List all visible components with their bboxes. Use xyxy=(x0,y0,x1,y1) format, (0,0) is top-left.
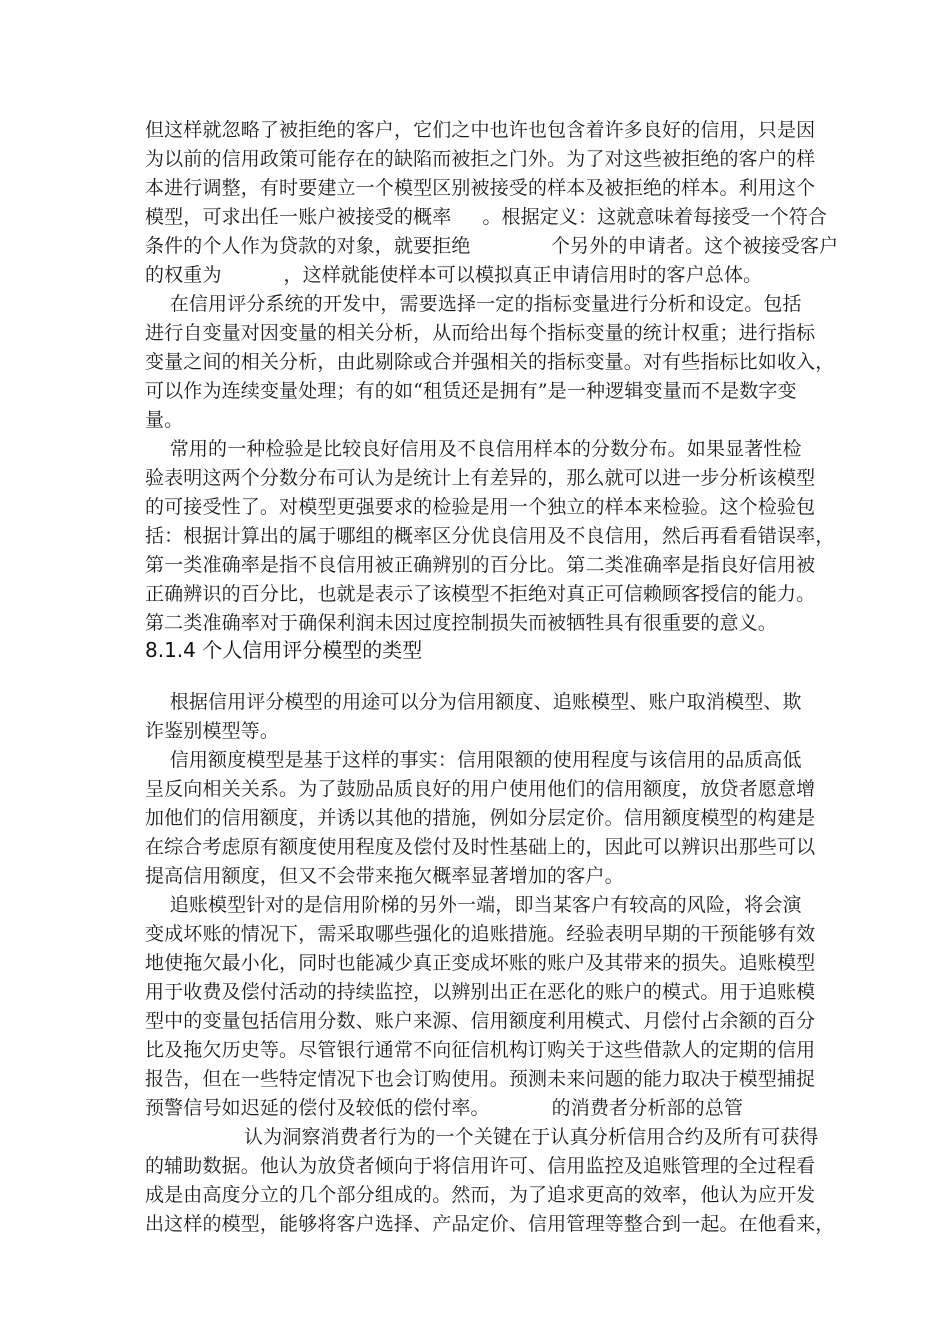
text-line: 第二类准确率对于确保利润未因过度控制损失而被牺牲具有很重要的意义。 xyxy=(145,612,777,634)
body-text-block-2 xyxy=(145,688,835,1239)
text-line: 本进行调整，有时要建立一个模型区别被接受的样本及被拒绝的样本。利用这个 xyxy=(145,177,816,199)
text-line: 呈反向相关关系。为了鼓励品质良好的用户使用他们的信用额度，放贷者愿意增 xyxy=(145,778,816,800)
text-line: 模型，可求出任一账户被接受的概率 。根据定义：这就意味着每接受一个符合 xyxy=(145,206,828,228)
text-line: 报告，但在一些特定情况下也会订购使用。预测未来问题的能力取决于模型捕捉 xyxy=(145,1068,816,1090)
text-line: 提高信用额度，但又不会带来拖欠概率显著增加的客户。 xyxy=(145,865,624,887)
text-line: 根据信用评分模型的用途可以分为信用额度、追账模型、账户取消模型、欺 xyxy=(145,691,802,713)
text-line: 认为洞察消费者行为的一个关键在于认真分析信用合约及所有可获得 xyxy=(145,1126,819,1148)
text-line: 的权重为 ，这样就能使样本可以模拟真正申请信用时的客户总体。 xyxy=(145,264,763,286)
text-line: 正确辨识的百分比，也就是表示了该模型不拒绝对真正可信赖顾客授信的能力。 xyxy=(145,583,816,605)
text-line: 进行自变量对因变量的相关分析，从而给出每个指标变量的统计权重；进行指标 xyxy=(145,322,816,344)
text-line: 但这样就忽略了被拒绝的客户，它们之中也许也包含着许多良好的信用，只是因 xyxy=(145,119,816,141)
text-line: 追账模型针对的是信用阶梯的另外一端，即当某客户有较高的风险，将会演 xyxy=(145,894,802,916)
text-line: 信用额度模型是基于这样的事实：信用限额的使用程度与该信用的品质高低 xyxy=(145,749,802,771)
text-line: 变量之间的相关分析，由此剔除或合并强相关的指标变量。对有些指标比如收入， xyxy=(145,351,835,373)
text-line: 在信用评分系统的开发中，需要选择一定的指标变量进行分析和设定。包括 xyxy=(145,293,802,315)
text-line: 用于收费及偿付活动的持续监控，以辨别出正在恶化的账户的模式。用于追账模 xyxy=(145,981,816,1003)
text-line: 第一类准确率是指不良信用被正确辨别的百分比。第二类准确率是指良好信用被 xyxy=(145,554,816,576)
text-line: 出这样的模型，能够将客户选择、产品定价、信用管理等整合到一起。在他看来， xyxy=(145,1213,835,1235)
text-line: 预警信号如迟延的偿付及较低的偿付率。 的消费者分析部的总管 xyxy=(145,1097,744,1119)
text-line: 变成坏账的情况下，需采取哪些强化的追账措施。经验表明早期的干预能够有效 xyxy=(145,923,816,945)
text-line: 可以作为连续变量处理；有的如“租赁还是拥有”是一种逻辑变量而不是数字变 xyxy=(145,380,797,402)
text-line: 条件的个人作为贷款的对象，就要拒绝 个另外的申请者。这个被接受客户 xyxy=(145,235,839,257)
text-line: 加他们的信用额度，并诱以其他的措施，例如分层定价。信用额度模型的构建是 xyxy=(145,807,816,829)
text-line: 常用的一种检验是比较良好信用及不良信用样本的分数分布。如果显著性检 xyxy=(145,438,802,460)
text-line: 比及拖欠历史等。尽管银行通常不向征信机构订购关于这些借款人的定期的信用 xyxy=(145,1039,816,1061)
text-line: 诈鉴别模型等。 xyxy=(145,720,280,742)
text-line: 的辅助数据。他认为放贷者倾向于将信用许可、信用监控及追账管理的全过程看 xyxy=(145,1155,816,1177)
text-line: 验表明这两个分数分布可认为是统计上有差异的，那么就可以进一步分析该模型 xyxy=(145,467,816,489)
text-line: 的可接受性了。对模型更强要求的检验是用一个独立的样本来检验。这个检验包 xyxy=(145,496,816,518)
body-text-block-1 xyxy=(145,116,839,638)
text-line: 括：根据计算出的属于哪组的概率区分优良信用及不良信用，然后再看看错误率， xyxy=(145,525,835,547)
text-line: 在综合考虑原有额度使用程度及偿付及时性基础上的，因此可以辨识出那些可以 xyxy=(145,836,816,858)
text-line: 成是由高度分立的几个部分组成的。然而，为了追求更高的效率，他认为应开发 xyxy=(145,1184,816,1206)
text-line: 为以前的信用政策可能存在的缺陷而被拒之门外。为了对这些被拒绝的客户的样 xyxy=(145,148,816,170)
text-line: 地使拖欠最小化，同时也能减少真正变成坏账的账户及其带来的损失。追账模型 xyxy=(145,952,816,974)
text-line: 型中的变量包括信用分数、账户来源、信用额度利用模式、月偿付占余额的百分 xyxy=(145,1010,816,1032)
section-heading: 8.1.4 个人信用评分模型的类型 xyxy=(145,638,423,662)
text-line: 量。 xyxy=(145,409,184,431)
